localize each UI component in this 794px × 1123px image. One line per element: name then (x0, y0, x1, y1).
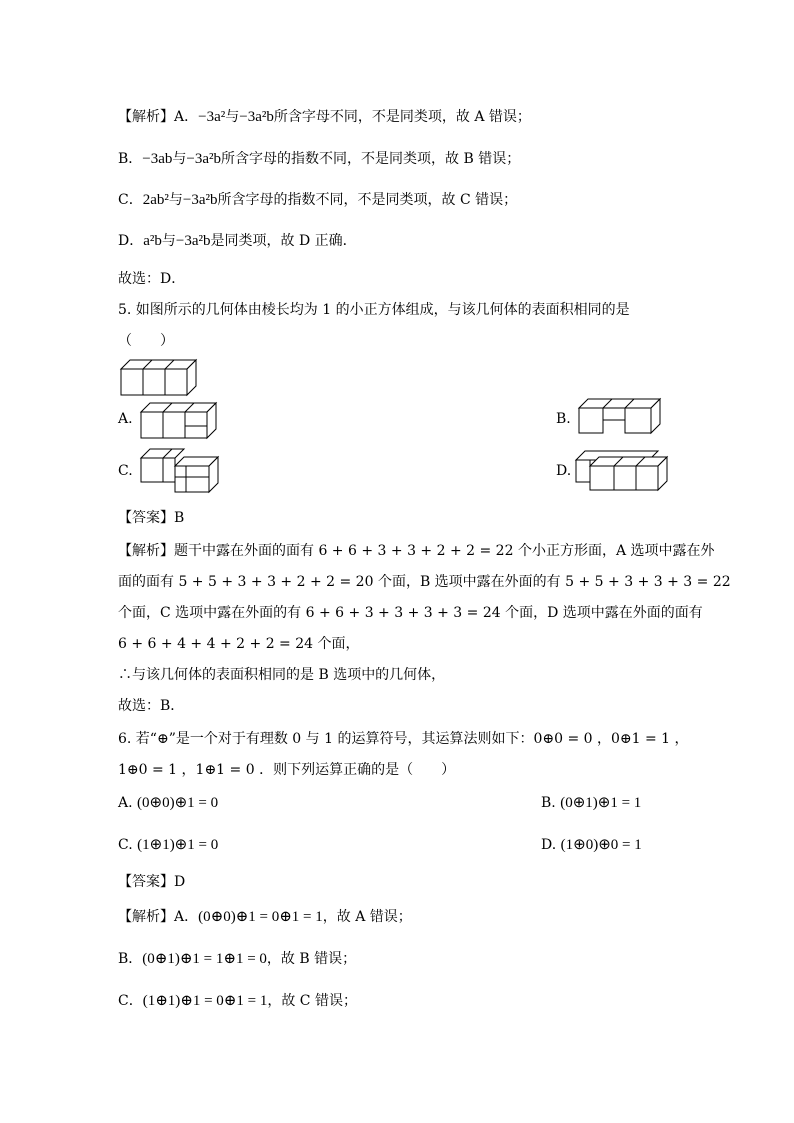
math-expr: (0⊕1)⊕1 = 1⊕1 = 0 (142, 951, 267, 967)
math-expr: −3ab (142, 151, 173, 167)
q6-option-d (541, 835, 642, 855)
option-expr: (1⊕1)⊕1 = 0 (137, 837, 219, 853)
q5-analysis-line-4: 6 + 6 + 4 + 4 + 2 + 2 = 24 个面， (118, 636, 360, 652)
q5-conclusion: ∴与该几何体的表面积相同的是 B 选项中的几何体， (118, 667, 446, 683)
q6-option-b (541, 793, 641, 813)
option-prefix: B． (118, 151, 143, 167)
q4-analysis-c (118, 190, 517, 210)
option-label: D. (541, 837, 557, 853)
text: 所含字母的指数不同，不是同类项，故 B 错误； (221, 151, 521, 167)
q4-analysis-b (118, 149, 520, 169)
text: 所含字母的指数不同，不是同类项，故 C 错误； (217, 192, 518, 208)
q5-option-c-figure (138, 444, 233, 496)
q6-analysis-b (118, 949, 356, 969)
q6-stem-line-1: 6. 若“⊕”是一个对于有理数 0 与 1 的运算符号，其运算法则如下：0⊕0 = 0 ，0⊕1 = 1 ， (118, 731, 689, 747)
analysis-tag: 【解析】 (118, 109, 174, 125)
q6-option-a (118, 793, 218, 813)
text: 与 (172, 151, 187, 167)
q6-analysis-c (118, 991, 357, 1011)
q6-analysis-a (118, 907, 412, 927)
analysis-tag: 【解析】 (118, 909, 174, 925)
q5-choose: 故选：B． (118, 698, 185, 714)
option-prefix: B． (118, 951, 143, 967)
math-expr: −3a² (198, 109, 226, 125)
q6-stem-line-2: 1⊕0 = 1 ，1⊕1 = 0 ．则下列运算正确的是（ ） (118, 762, 456, 778)
q5-option-a-label: A. (118, 411, 133, 427)
option-expr: (0⊕1)⊕1 = 1 (560, 795, 642, 811)
q5-option-d-figure (573, 448, 673, 494)
q5-option-b-label: B. (556, 411, 571, 427)
q5-answer: 【答案】B (118, 510, 185, 526)
q5-stem: 5. 如图所示的几何体由棱长均为 1 的小正方体组成，与该几何体的表面积相同的是 (118, 302, 630, 318)
math-expr: (1⊕1)⊕1 = 0⊕1 = 1 (142, 993, 268, 1009)
q5-main-figure (118, 353, 213, 398)
option-prefix: A． (174, 109, 199, 125)
option-prefix: A． (174, 909, 199, 925)
math-expr: 2ab² (142, 192, 169, 208)
q5-option-a-figure (138, 396, 233, 441)
q5-analysis-line-3: 个面，C 选项中露在外面的有 6 + 6 + 3 + 3 + 3 + 3 = 24 个面，D 选项中露在外面的面有 (118, 605, 703, 621)
math-expr: (0⊕0)⊕1 = 0⊕1 = 1 (198, 909, 323, 925)
text: ，故 B 错误； (266, 951, 357, 967)
q5-analysis-line-2: 面的面有 5 + 5 + 3 + 3 + 2 + 2 = 20 个面，B 选项中露在外面的有 5 + 5 + 3 + 3 + 3 = 22 (118, 574, 731, 590)
text: 与 (161, 233, 176, 249)
math-expr: −3a²b (239, 109, 274, 125)
q6-option-c (118, 835, 218, 855)
option-prefix: C． (118, 192, 143, 208)
text: 与 (225, 109, 240, 125)
q5-option-b-figure (576, 396, 671, 441)
option-label: A. (118, 795, 133, 811)
q4-analysis-d (118, 231, 357, 251)
q5-analysis-line-1: 【解析】题干中露在外面的面有 6 + 6 + 3 + 3 + 2 + 2 = 22 个小正方形面，A 选项中露在外 (118, 543, 715, 559)
option-label: C. (118, 837, 133, 853)
q4-choose: 故选：D． (118, 271, 186, 287)
text: 是同类项，故 D 正确． (210, 233, 357, 249)
q5-option-d-label: D. (556, 463, 572, 479)
q6-answer: 【答案】D (118, 874, 186, 890)
math-expr: −3a²b (182, 192, 218, 208)
math-expr: −3a²b (186, 151, 222, 167)
text: ，故 C 错误； (267, 993, 357, 1009)
text: 与 (168, 192, 183, 208)
option-expr: (1⊕0)⊕0 = 1 (560, 837, 642, 853)
math-expr: a²b (143, 233, 162, 249)
q4-analysis-a (118, 107, 531, 127)
option-expr: (0⊕0)⊕1 = 0 (137, 795, 219, 811)
text: 所含字母不同，不是同类项，故 A 错误； (273, 109, 531, 125)
text: ，故 A 错误； (322, 909, 412, 925)
option-prefix: D． (118, 233, 144, 249)
math-expr: −3a²b (175, 233, 211, 249)
option-prefix: C． (118, 993, 143, 1009)
q5-paren: （ ） (118, 333, 174, 349)
option-label: B. (541, 795, 556, 811)
q5-option-c-label: C. (118, 463, 133, 479)
